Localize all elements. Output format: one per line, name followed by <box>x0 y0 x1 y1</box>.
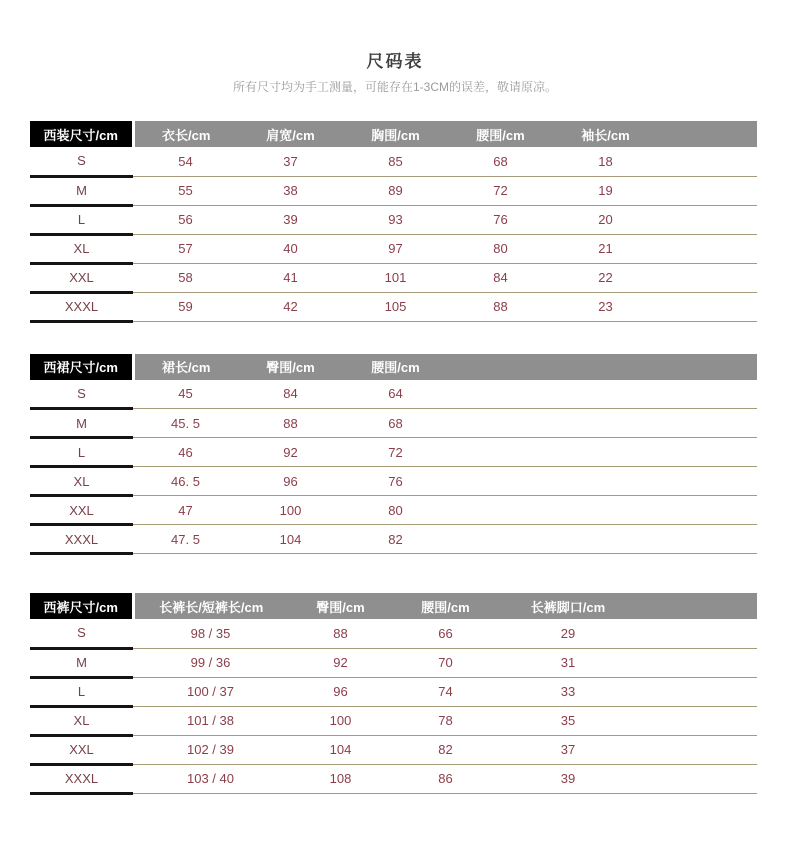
value-cell: 88 <box>288 619 393 648</box>
value-cell: 82 <box>343 525 448 554</box>
size-label-cell: XL <box>30 467 133 496</box>
value-cell: 29 <box>498 619 638 648</box>
value-cell: 54 <box>133 147 238 176</box>
size-label-cell: XL <box>30 706 133 735</box>
value-cell: 42 <box>238 292 343 321</box>
table-title-cell: 西裤尺寸/cm <box>30 593 133 619</box>
value-cell: 80 <box>448 234 553 263</box>
size-label-cell: XXXL <box>30 764 133 793</box>
row-filler <box>658 234 757 263</box>
value-cell: 56 <box>133 205 238 234</box>
value-cell: 72 <box>448 176 553 205</box>
value-cell: 45 <box>133 380 238 409</box>
value-cell: 88 <box>238 409 343 438</box>
value-cell: 100 <box>288 706 393 735</box>
table-row <box>30 735 757 764</box>
column-header: 臀围/cm <box>238 354 343 380</box>
value-cell: 72 <box>343 438 448 467</box>
size-table-pants <box>30 593 757 795</box>
value-cell: 33 <box>498 677 638 706</box>
table-row <box>30 525 757 554</box>
value-cell: 47. 5 <box>133 525 238 554</box>
row-filler <box>658 176 757 205</box>
value-cell: 47 <box>133 496 238 525</box>
value-cell: 45. 5 <box>133 409 238 438</box>
value-cell: 105 <box>343 292 448 321</box>
row-filler <box>638 648 757 677</box>
value-cell: 41 <box>238 263 343 292</box>
value-cell: 92 <box>288 648 393 677</box>
value-cell: 84 <box>448 263 553 292</box>
value-cell: 104 <box>288 735 393 764</box>
table-row <box>30 263 757 292</box>
value-cell: 100 <box>238 496 343 525</box>
value-cell: 89 <box>343 176 448 205</box>
page-subtitle: 所有尺寸均为手工测量，可能存在1-3CM的误差，敬请原凉。 <box>232 80 557 94</box>
column-header: 肩宽/cm <box>238 121 343 147</box>
value-cell: 74 <box>393 677 498 706</box>
size-label-cell: L <box>30 438 133 467</box>
table-title-cell: 西裙尺寸/cm <box>30 354 133 380</box>
size-label-cell: XXL <box>30 735 133 764</box>
column-header: 腰围/cm <box>448 121 553 147</box>
table-row <box>30 409 757 438</box>
value-cell: 93 <box>343 205 448 234</box>
size-label-cell: XXL <box>30 263 133 292</box>
column-header: 衣长/cm <box>133 121 238 147</box>
value-cell: 23 <box>553 292 658 321</box>
value-cell: 37 <box>498 735 638 764</box>
table-row <box>30 764 757 793</box>
table-row <box>30 205 757 234</box>
value-cell: 101 / 38 <box>133 706 288 735</box>
value-cell: 19 <box>553 176 658 205</box>
size-label-cell: XXXL <box>30 525 133 554</box>
value-cell: 98 / 35 <box>133 619 288 648</box>
row-filler <box>658 205 757 234</box>
row-filler <box>658 147 757 176</box>
value-cell: 21 <box>553 234 658 263</box>
table-row <box>30 677 757 706</box>
value-cell: 39 <box>238 205 343 234</box>
size-label-cell: S <box>30 147 133 176</box>
value-cell: 76 <box>343 467 448 496</box>
value-cell: 66 <box>393 619 498 648</box>
row-filler <box>448 438 757 467</box>
value-cell: 82 <box>393 735 498 764</box>
value-cell: 46. 5 <box>133 467 238 496</box>
value-cell: 39 <box>498 764 638 793</box>
size-label-cell: XL <box>30 234 133 263</box>
row-filler <box>448 380 757 409</box>
value-cell: 80 <box>343 496 448 525</box>
size-label-cell: XXL <box>30 496 133 525</box>
table-row <box>30 496 757 525</box>
row-filler <box>638 677 757 706</box>
value-cell: 64 <box>343 380 448 409</box>
value-cell: 88 <box>448 292 553 321</box>
table-row <box>30 234 757 263</box>
value-cell: 18 <box>553 147 658 176</box>
value-cell: 96 <box>238 467 343 496</box>
table-row <box>30 438 757 467</box>
value-cell: 46 <box>133 438 238 467</box>
size-label-cell: L <box>30 205 133 234</box>
page-title: 尺码表 <box>366 52 424 71</box>
column-header: 袖长/cm <box>553 121 658 147</box>
value-cell: 68 <box>343 409 448 438</box>
row-filler <box>638 619 757 648</box>
value-cell: 55 <box>133 176 238 205</box>
row-filler <box>638 764 757 793</box>
value-cell: 58 <box>133 263 238 292</box>
column-header: 裙长/cm <box>133 354 238 380</box>
value-cell: 40 <box>238 234 343 263</box>
row-filler <box>658 292 757 321</box>
header-filler <box>448 354 757 380</box>
value-cell: 38 <box>238 176 343 205</box>
header-filler <box>658 121 757 147</box>
size-label-cell: S <box>30 380 133 409</box>
size-label-cell: XXXL <box>30 292 133 321</box>
value-cell: 37 <box>238 147 343 176</box>
value-cell: 104 <box>238 525 343 554</box>
table-row <box>30 706 757 735</box>
value-cell: 100 / 37 <box>133 677 288 706</box>
value-cell: 76 <box>448 205 553 234</box>
value-cell: 102 / 39 <box>133 735 288 764</box>
row-filler <box>448 409 757 438</box>
value-cell: 97 <box>343 234 448 263</box>
size-label-cell: M <box>30 176 133 205</box>
value-cell: 59 <box>133 292 238 321</box>
value-cell: 101 <box>343 263 448 292</box>
value-cell: 70 <box>393 648 498 677</box>
value-cell: 22 <box>553 263 658 292</box>
table-row <box>30 176 757 205</box>
value-cell: 31 <box>498 648 638 677</box>
column-header: 腰围/cm <box>393 593 498 619</box>
size-label-cell: S <box>30 619 133 648</box>
value-cell: 108 <box>288 764 393 793</box>
column-header: 长裤脚口/cm <box>498 593 638 619</box>
column-header: 腰围/cm <box>343 354 448 380</box>
column-header: 臀围/cm <box>288 593 393 619</box>
size-label-cell: M <box>30 648 133 677</box>
row-filler <box>448 525 757 554</box>
table-row <box>30 292 757 321</box>
size-tables-container <box>0 121 790 795</box>
table-row <box>30 380 757 409</box>
value-cell: 57 <box>133 234 238 263</box>
value-cell: 86 <box>393 764 498 793</box>
value-cell: 99 / 36 <box>133 648 288 677</box>
size-label-cell: L <box>30 677 133 706</box>
column-header: 胸围/cm <box>343 121 448 147</box>
table-row <box>30 467 757 496</box>
table-title-cell: 西装尺寸/cm <box>30 121 133 147</box>
size-table-skirt <box>30 354 757 556</box>
row-filler <box>448 496 757 525</box>
value-cell: 85 <box>343 147 448 176</box>
value-cell: 20 <box>553 205 658 234</box>
value-cell: 96 <box>288 677 393 706</box>
value-cell: 92 <box>238 438 343 467</box>
value-cell: 68 <box>448 147 553 176</box>
column-header: 长裤长/短裤长/cm <box>133 593 288 619</box>
size-table-suit <box>30 121 757 323</box>
size-label-cell: M <box>30 409 133 438</box>
value-cell: 35 <box>498 706 638 735</box>
header-filler <box>638 593 757 619</box>
table-row <box>30 619 757 648</box>
value-cell: 84 <box>238 380 343 409</box>
row-filler <box>638 735 757 764</box>
table-row <box>30 147 757 176</box>
row-filler <box>448 467 757 496</box>
value-cell: 103 / 40 <box>133 764 288 793</box>
row-filler <box>638 706 757 735</box>
row-filler <box>658 263 757 292</box>
table-row <box>30 648 757 677</box>
value-cell: 78 <box>393 706 498 735</box>
